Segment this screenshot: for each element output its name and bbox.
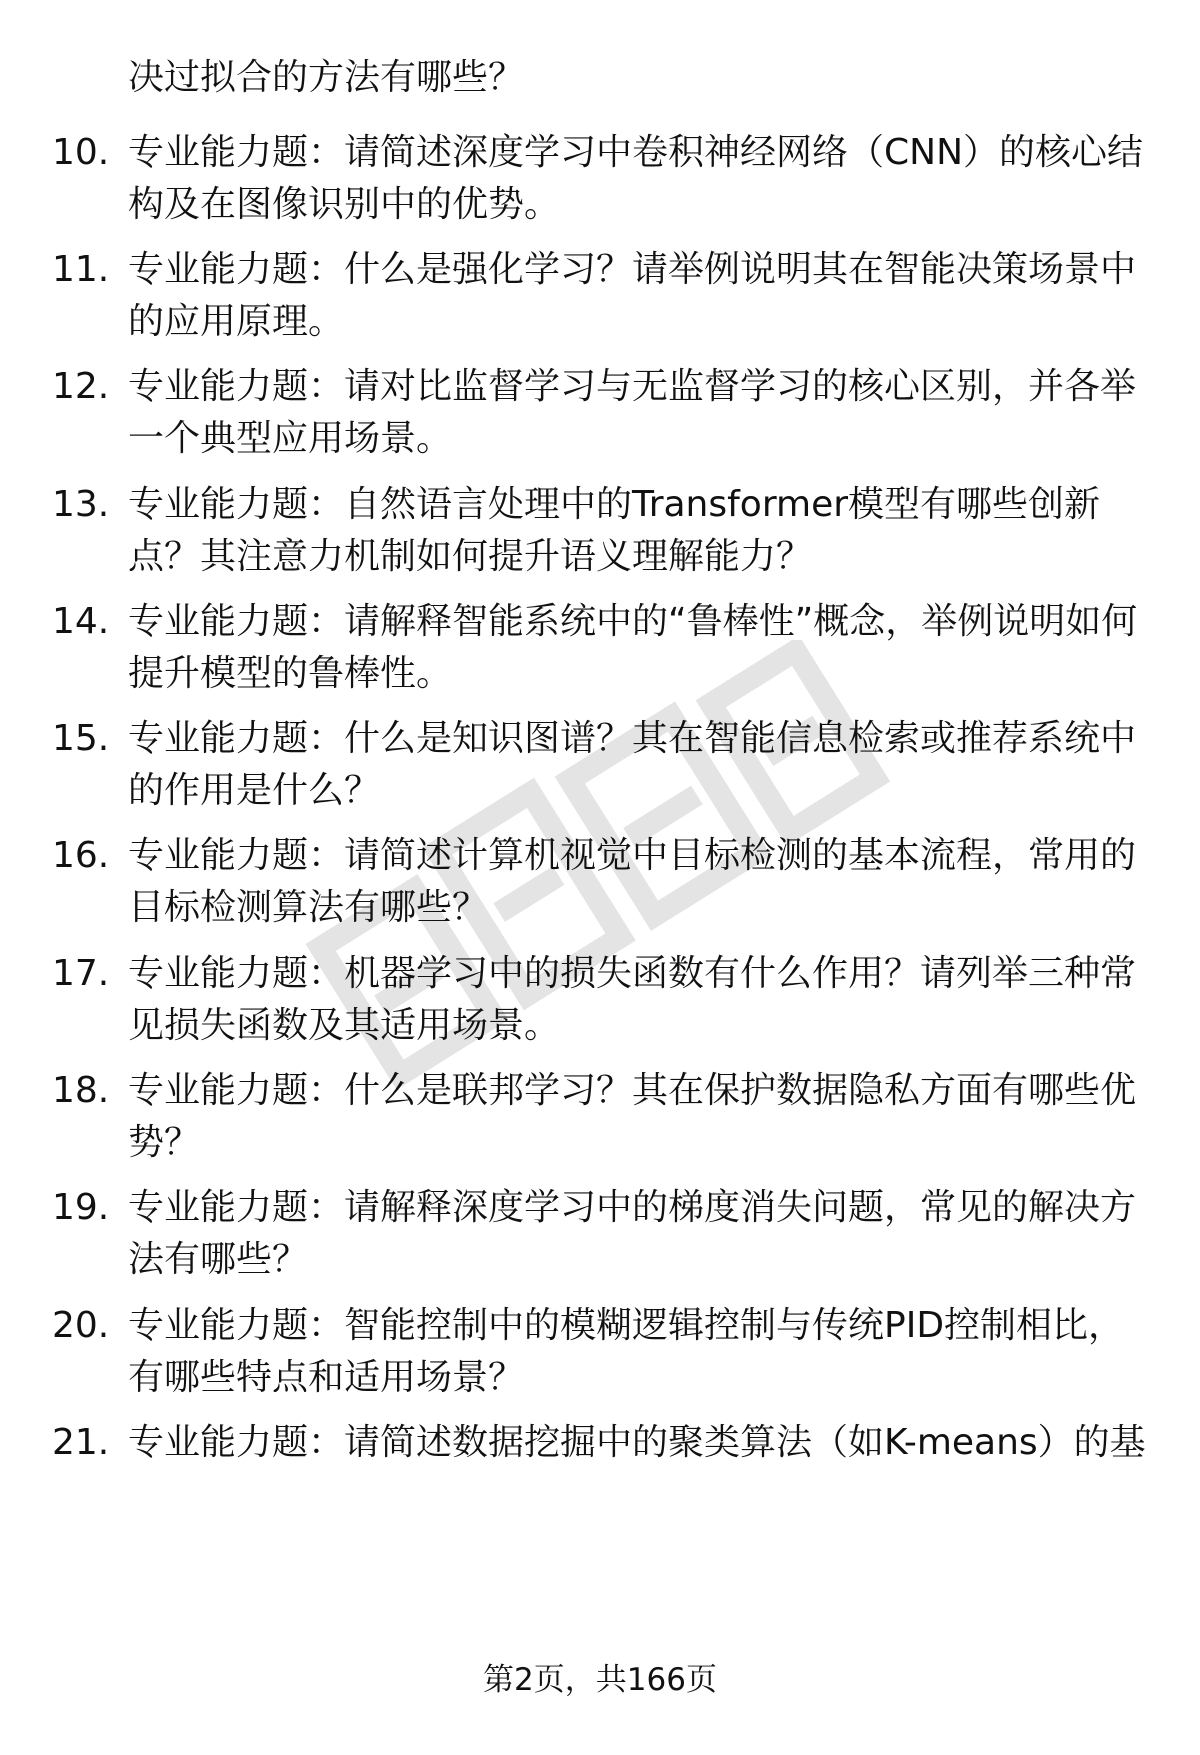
question-number: 17. — [52, 953, 110, 994]
question-text: 专业能力题：请解释深度学习中的梯度消失问题，常见的解决方法有哪些？ — [128, 1187, 1137, 1280]
question-number: 10. — [52, 132, 110, 173]
page-number-footer: 第2页，共166页 — [483, 1662, 717, 1698]
question-text: 专业能力题：请简述数据挖掘中的聚类算法（如K-means）的基 — [128, 1422, 1146, 1463]
question-number: 12. — [52, 366, 110, 407]
question-text: 专业能力题：请简述深度学习中卷积神经网络（CNN）的核心结构及在图像识别中的优势。 — [128, 132, 1143, 225]
question-text: 专业能力题：什么是强化学习？请举例说明其在智能决策场景中的应用原理。 — [128, 249, 1137, 342]
question-number: 16. — [52, 835, 110, 876]
question-text: 决过拟合的方法有哪些？ — [128, 57, 525, 98]
question-text: 专业能力题：请对比监督学习与无监督学习的核心区别，并各举一个典型应用场景。 — [128, 366, 1137, 459]
question-text: 专业能力题：智能控制中的模糊逻辑控制与传统PID控制相比，有哪些特点和适用场景？ — [128, 1305, 1125, 1398]
question-number: 19. — [52, 1187, 110, 1228]
question-number: 13. — [52, 484, 110, 525]
question-text: 专业能力题：什么是知识图谱？其在智能信息检索或推荐系统中的作用是什么？ — [128, 718, 1137, 811]
question-number: 14. — [52, 601, 110, 642]
question-number: 18. — [52, 1070, 110, 1111]
question-number: 20. — [52, 1305, 110, 1346]
question-number: 11. — [52, 249, 110, 290]
question-text: 专业能力题：什么是联邦学习？其在保护数据隐私方面有哪些优势？ — [128, 1070, 1137, 1163]
question-text: 专业能力题：机器学习中的损失函数有什么作用？请列举三种常见损失函数及其适用场景。 — [128, 953, 1137, 1046]
question-text: 专业能力题：请简述计算机视觉中目标检测的基本流程，常用的目标检测算法有哪些？ — [128, 835, 1137, 928]
question-number: 15. — [52, 718, 110, 759]
question-text: 专业能力题：自然语言处理中的Transformer模型有哪些创新点？其注意力机制如何提升语义理解能力？ — [128, 484, 1101, 577]
question-text: 专业能力题：请解释智能系统中的“鲁棒性”概念，举例说明如何提升模型的鲁棒性。 — [128, 601, 1138, 694]
question-number: 21. — [52, 1422, 110, 1463]
